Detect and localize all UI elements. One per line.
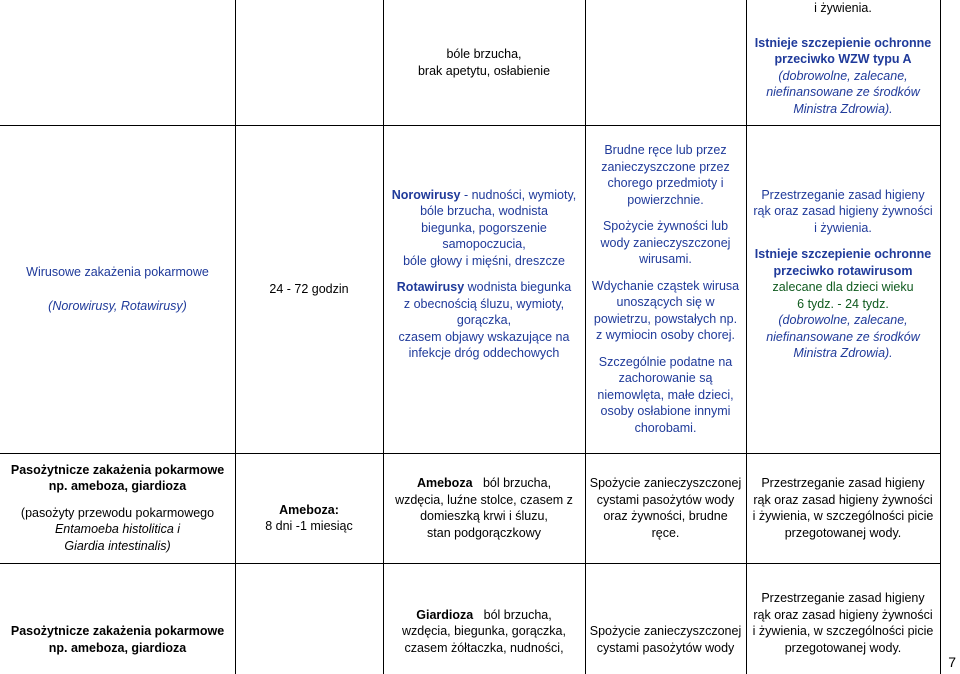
norovirus-text-3: biegunka, pogorszenie — [421, 220, 547, 235]
viral-transmission-p1-2: zanieczyszczone przez — [601, 159, 730, 174]
norovirus-text-2: bóle brzucha, wodnista — [420, 204, 548, 218]
bottom-symptoms-cell — [383, 563, 585, 674]
parasite-prevention-2: rąk oraz zasad higieny żywności — [753, 492, 933, 507]
parasite-transmission-cell — [585, 453, 746, 563]
vaccine-wzw-note-1: (dobrowolne, zalecane, — [778, 68, 908, 83]
ameboza-text-2: wzdęcia, luźne stolce, czasem z — [395, 492, 573, 507]
viral-prevention-p1-3: i żywienia. — [814, 220, 872, 235]
rotavirus-label: Rotawirusy — [396, 280, 465, 294]
viral-transmission-p4-2: zachorowanie są — [618, 371, 713, 385]
viral-prevention-p1-2: rąk oraz zasad higieny żywności — [753, 204, 933, 218]
vaccine-rota-age-1: zalecane dla dzieci wieku — [772, 280, 914, 294]
bottom-transmission-2: cystami pasożytów wody — [596, 640, 735, 655]
parasite-incubation-value: 8 dni -1 miesiąc — [265, 519, 353, 533]
viral-transmission-p1-3: chorego przedmioty i — [607, 176, 724, 190]
bottom-transmission-1: Spożycie zanieczyszczonej — [589, 624, 742, 638]
rotavirus-text-5: infekcje dróg oddechowych — [408, 346, 560, 360]
giardioza-text-1: ból brzucha, — [473, 607, 552, 622]
parasite-disease-note-1: (pasożyty przewodu pokarmowego — [20, 505, 215, 520]
vaccine-rota-title-2: przeciwko rotawirusom — [773, 263, 913, 278]
viral-incubation-cell — [235, 125, 383, 453]
viral-transmission-p2-1: Spożycie żywności lub — [602, 219, 729, 233]
parasite-prevention-3: i żywienia, w szczególności picie — [752, 509, 934, 523]
bottom-disease-title-1: Pasożytnicze zakażenia pokarmowe — [10, 624, 225, 638]
page-number: 7 — [948, 653, 956, 670]
rotavirus-text-4: czasem objawy wskazujące na — [398, 329, 570, 344]
ameboza-text-3: domieszką krwi i śluzu, — [420, 509, 548, 523]
rotavirus-text-2: z obecnością śluzu, wymioty, — [403, 296, 565, 311]
parasite-disease-title-2: np. ameboza, giardioza — [48, 479, 187, 494]
bottom-disease-cell — [0, 563, 235, 674]
vaccine-wzw-note-2: niefinansowane ze środków — [766, 85, 920, 99]
parasite-disease-note-3: Giardia intestinalis) — [64, 538, 171, 553]
viral-transmission-p4-1: Szczególnie podatne na — [598, 354, 733, 369]
giardioza-text-3: czasem żółtaczka, nudności, — [404, 640, 564, 655]
parasite-transmission-4: ręce. — [651, 525, 680, 540]
giardioza-text-2: wzdęcia, biegunka, gorączka, — [402, 624, 566, 638]
bottom-prevention-2: rąk oraz zasad higieny żywności — [753, 607, 933, 622]
bottom-prevention-cell — [746, 563, 940, 674]
top-prevention-cell — [746, 0, 940, 125]
bottom-transmission-cell — [585, 563, 746, 674]
viral-disease-cell — [0, 125, 235, 453]
parasite-symptoms-cell — [383, 453, 585, 563]
viral-transmission-p1-1: Brudne ręce lub przez — [604, 143, 727, 157]
viral-symptoms-cell — [383, 125, 585, 453]
viral-transmission-p4-5: chorobami. — [634, 420, 697, 435]
parasite-incubation-label: Ameboza: — [279, 502, 339, 517]
vaccine-wzw-note-3: Ministra Zdrowia). — [793, 101, 893, 116]
vaccine-wzw-title-2: przeciwko WZW typu A — [774, 52, 912, 66]
viral-transmission-cell — [585, 125, 746, 453]
viral-transmission-p2-3: wirusami. — [639, 252, 692, 266]
top-symptoms-cell — [383, 0, 585, 125]
top-prevention-line-0: i żywienia. — [814, 1, 872, 15]
vaccine-wzw-title-1: Istnieje szczepienie ochronne — [754, 35, 932, 50]
viral-transmission-p3-1: Wdychanie cząstek wirusa — [591, 278, 740, 293]
bottom-disease-title-2: np. ameboza, giardioza — [48, 640, 187, 655]
parasite-prevention-cell — [746, 453, 940, 563]
viral-transmission-p1-4: powierzchnie. — [627, 192, 704, 207]
norovirus-text-4: samopoczucia, — [442, 237, 526, 251]
viral-incubation: 24 - 72 godzin — [269, 281, 349, 296]
rotavirus-text-1: wodnista biegunka — [464, 280, 572, 294]
viral-transmission-p3-2: unoszących się w — [616, 295, 715, 309]
viral-transmission-p4-4: osoby osłabione innymi — [600, 404, 731, 418]
vaccine-rota-title-1: Istnieje szczepienie ochronne — [754, 247, 932, 261]
viral-prevention-cell — [746, 125, 940, 453]
ameboza-text-4: stan podgorączkowy — [427, 525, 541, 540]
parasite-prevention-4: przegotowanej wody. — [784, 525, 902, 540]
vaccine-rota-note-2: niefinansowane ze środków — [766, 329, 920, 344]
parasite-transmission-2: cystami pasożytów wody — [596, 492, 735, 507]
column-divider — [940, 0, 941, 674]
viral-transmission-p3-4: z wymiocin osoby chorej. — [596, 328, 735, 342]
parasite-disease-title-1: Pasożytnicze zakażenia pokarmowe — [10, 462, 225, 477]
bottom-prevention-3: i żywienia, w szczególności picie — [752, 624, 934, 638]
bottom-prevention-4: przegotowanej wody. — [784, 640, 902, 655]
norovirus-text-1: - nudności, wymioty, — [460, 187, 577, 202]
parasite-prevention-1: Przestrzeganie zasad higieny — [761, 476, 925, 490]
viral-disease-examples: (Norowirusy, Rotawirusy) — [48, 299, 187, 313]
top-symptoms-line-2: brak apetytu, osłabienie — [417, 63, 551, 78]
viral-transmission-p4-3: niemowlęta, małe dzieci, — [597, 387, 734, 402]
ameboza-label: Ameboza — [416, 476, 473, 490]
top-symptoms-line-1: bóle brzucha, — [446, 47, 522, 61]
norovirus-text-5: bóle głowy i mięśni, dreszcze — [403, 253, 565, 268]
bottom-prevention-1: Przestrzeganie zasad higieny — [761, 591, 925, 605]
vaccine-rota-age-2: 6 tydz. - 24 tydz. — [797, 296, 889, 311]
viral-prevention-p1-1: Przestrzeganie zasad higieny — [761, 187, 925, 202]
vaccine-rota-note-1: (dobrowolne, zalecane, — [778, 313, 908, 327]
ameboza-text-1: ból brzucha, — [472, 476, 552, 490]
viral-transmission-p3-3: powietrzu, powstałych np. — [593, 311, 738, 326]
parasite-disease-cell — [0, 453, 235, 563]
norovirus-label: Norowirusy — [391, 187, 461, 202]
parasite-incubation-cell — [235, 453, 383, 563]
viral-transmission-p2-2: wody zanieczyszczonej — [600, 235, 731, 250]
vaccine-rota-note-3: Ministra Zdrowia). — [793, 346, 893, 360]
parasite-disease-note-2: Entamoeba histolitica i — [54, 522, 181, 537]
giardioza-label: Giardioza — [416, 607, 474, 622]
parasite-transmission-3: oraz żywności, brudne — [603, 509, 728, 523]
parasite-transmission-1: Spożycie zanieczyszczonej — [589, 476, 742, 490]
viral-disease-name: Wirusowe zakażenia pokarmowe — [26, 264, 209, 279]
rotavirus-text-3: gorączka, — [456, 313, 512, 327]
